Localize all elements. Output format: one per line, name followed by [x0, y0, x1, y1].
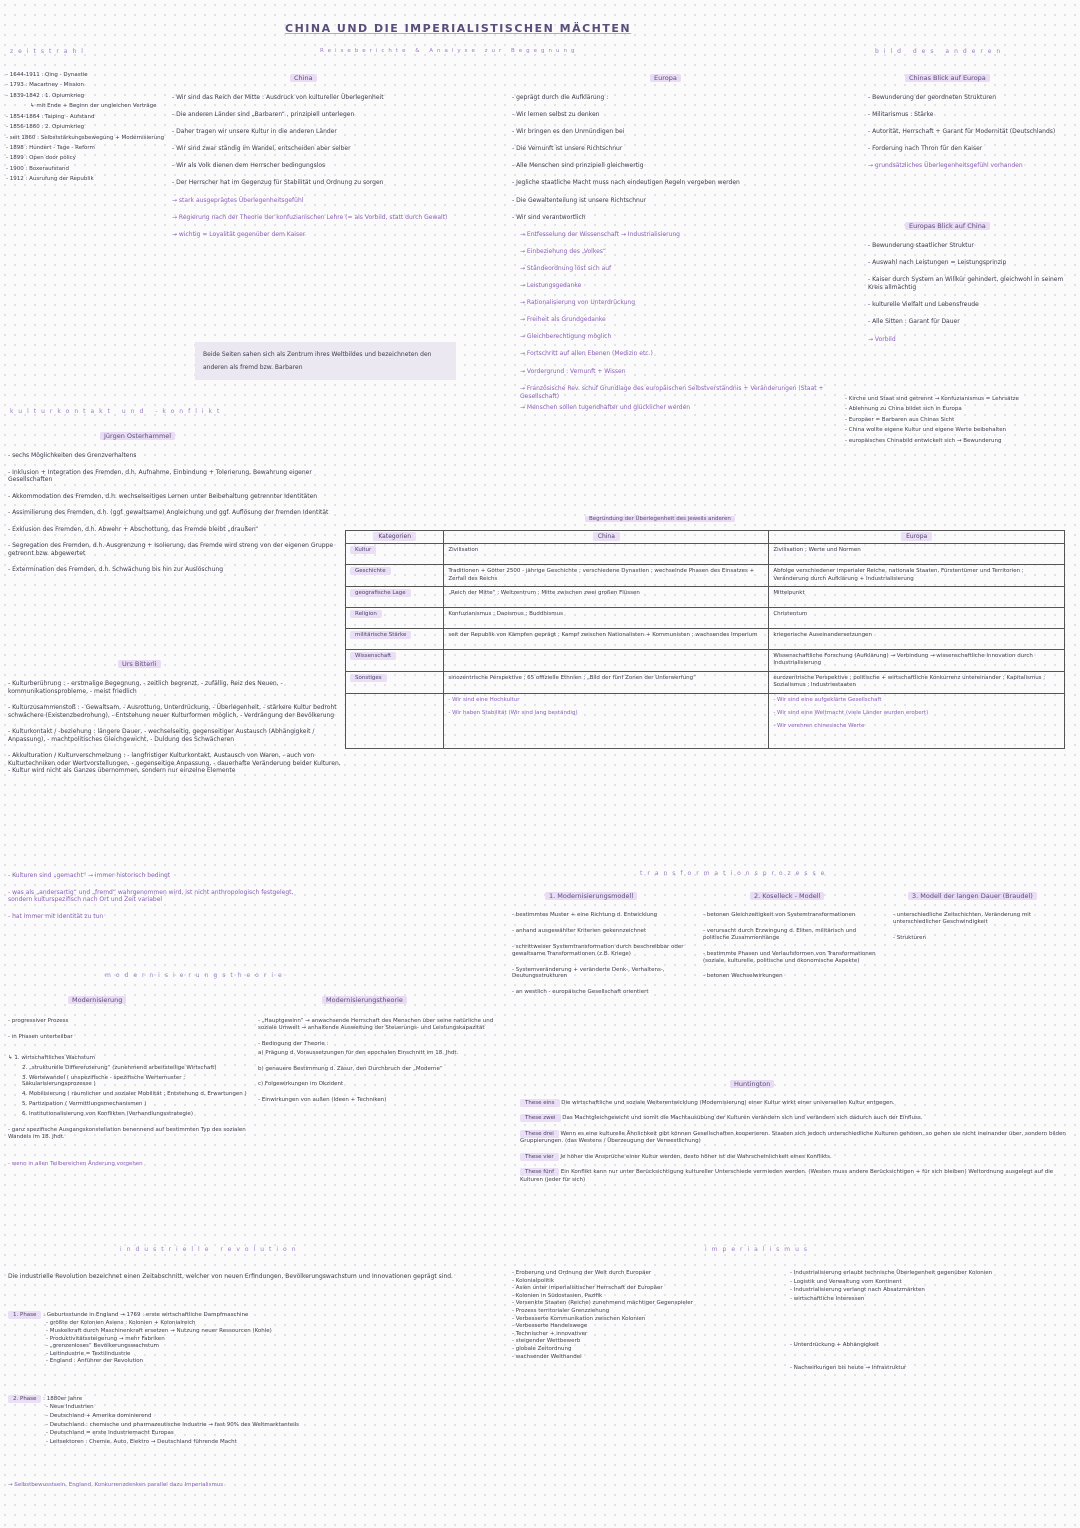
thesis: These zwei Das Machtgleichgewicht und somit die Machtausübung der Kulturen verändern sich und verändern sich dadurch auch der Einfluss.	[520, 1115, 1070, 1122]
europa-arrow: → Menschen sollen tugendhafter und glücklicher werden	[520, 403, 691, 411]
model2-item: - betonen Gleichzeitigkeit von Systemtransformationen	[703, 912, 856, 918]
imperial-item: - globale Zeitordnung	[512, 1345, 572, 1352]
table-cell	[444, 649, 769, 671]
kultur-notes	[8, 872, 318, 929]
europa-view-item: - Alle Sitten : Garant für Dauer	[868, 318, 960, 326]
europa-arrow: → Freiheit als Grundgedanke	[520, 316, 606, 324]
imperial-item: - Kolonialpolitik	[512, 1277, 555, 1284]
ind-list	[258, 1018, 498, 1113]
china-item: → Regierung nach der Theorie der konfuzianischen Lehre (= als Vorbild, statt durch Gewalt)	[172, 213, 448, 221]
timeline	[6, 72, 166, 187]
osterhammel-item: - Assimilierung des Fremden, d.h. (ggf. gewaltsame) Angleichung und ggf. Auflösung der fremden Identität	[8, 509, 329, 516]
industrial-heading: industrielle revolution	[120, 1246, 301, 1253]
europa-arrow: → Französische Rev. schuf Grundlage des europäischen Selbstverständnis + Veränderungen (Staat + Gesellschaft)	[520, 384, 824, 400]
bild-extra-item: - Ablehnung zu China bildet sich in Europa	[845, 406, 962, 413]
huntington-theses	[520, 1100, 1070, 1184]
table-header: Kategorien	[346, 531, 444, 544]
thesis: These eins Die wirtschaftliche und soziale Weiterentwicklung (Modernisierung) einer Kultur wirkt einer universellen Kultur entgegen.	[520, 1100, 1070, 1107]
china-item: - Die anderen Länder sind „Barbaren“ , prinzipiell unterlegen	[172, 111, 355, 119]
table-cell: Abfolge verschiedener imperialer Reiche, nationale Staaten, Fürstentümer und Territorien ; Veränderung durch Aufklärung + Industrialisierung	[769, 565, 1065, 587]
table-note: - Wir sind eine aufgeklärte Gesellschaft	[773, 696, 882, 703]
timeline-item: - 1899 : Open door policy	[6, 155, 76, 162]
europa-heading: Europa	[650, 74, 681, 83]
imperial-item: - Versenkte Staaten (Reiche) zunehmend mächtiger Gegenspieler	[512, 1300, 693, 1307]
thesis: These drei Wenn es eine kulturelle Ähnlichkeit gibt können Gesellschaften kooperieren. Staaten sich jedoch unterschiedliche Kulturen gehören, so gehen sie nicht ineinander über, sondern bilden Gruppierungen. (das Westens / Überzeugung der Verwestlichung)	[520, 1130, 1066, 1145]
table-cell	[444, 693, 769, 748]
table-cell: Konfuzianismus ; Daoismus ; Buddhismus	[444, 607, 769, 628]
table-cell: Mittelpunkt	[769, 586, 1065, 607]
imperial-left	[512, 1270, 777, 1361]
table-cell: seit der Republik von Kämpfen geprägt ; Kampf zwischen Nationalisten + Kommunisten ; wachsendes Imperium	[444, 628, 769, 649]
ind-item: - Bedingung der Theorie :	[258, 1040, 329, 1047]
osterhammel-item: - Akkommodation des Fremden, d.h. wechselseitiges Lernen unter Beibehaltung getrennter Identitäten	[8, 492, 318, 500]
europa-view-heading: Europas Blick auf China	[905, 222, 990, 231]
osterhammel-heading: Jürgen Osterhammel	[100, 432, 175, 441]
table-cell: Traditionen + Götter 2500 - jährige Geschichte ; verschiedene Dynastien ; wechselnde Phasen des Einsatzes + Zerfall des Reichs	[444, 565, 769, 587]
china-list	[172, 94, 507, 248]
timeline-item: - 1856-1860 : 2. Opiumkrieg	[6, 124, 85, 131]
china-item: - Wir sind zwar ständig im Wandel, entscheiden aber selber	[172, 145, 351, 153]
table-row	[346, 649, 1065, 671]
model2-heading: 2. Koselleck - Modell	[750, 892, 824, 901]
table-note: - Wir verehren chinesische Werte	[773, 723, 865, 730]
table-note: - Wir haben Stabilität (Wir sind lang beständig)	[448, 710, 578, 717]
bild-extra-item: - China wollte eigene Kultur und eigene Werte beibehalten	[845, 427, 1007, 434]
china-item: - Wir sind das Reich der Mitte : Ausdruck von kultureller Überlegenheit	[172, 94, 384, 101]
china-item: - Wir als Volk dienen dem Herrscher bedingungslos	[172, 162, 326, 170]
bild-extra-list	[845, 396, 1077, 448]
model3-item: - unterschiedliche Zeitschichten, Veränderung mit unterschiedlicher Geschwindigkeit	[893, 912, 1031, 925]
ind-item: a) Prägung d. Voraussetzungen für den epochalen Einschnitt im 18. Jhdt.	[258, 1049, 459, 1056]
imperial-item: - Prozess territorialer Grenzziehung	[512, 1307, 610, 1314]
china-item: → stark ausgeprägtes Überlegenheitsgefühl	[172, 196, 304, 204]
model1-item: - an westlich - europäische Gesellschaft orientiert	[512, 989, 649, 996]
table-cell: eurozentrische Perspektive ; politische + wirtschaftliche Konkurrenz untereinander ; Kapitalismus ; Sozialismus ; Industriestaaten	[769, 671, 1065, 693]
imperial-item: - Verbesserte Kommunikation zwischen Kolonien	[512, 1315, 646, 1322]
model3-item: - Strukturen	[893, 934, 926, 941]
model1-list	[512, 912, 697, 1005]
china-heading: China	[290, 74, 317, 83]
mod-item: 3. Wertewandel ( unspezifische - spezifische Wertemuster ; Säkularisierungsprozesse )	[22, 1074, 186, 1088]
europa-arrow: → Rationalisierung von Unterdrückung	[520, 299, 636, 307]
imperial-item: - Technischer + innovativer	[512, 1330, 588, 1337]
phase1-item: - größte der Kolonien Asiens : Kolonien + Kolonialreich	[46, 1320, 196, 1327]
table-row	[346, 586, 1065, 607]
bild-extra-item: - Europäer = Barbaren aus Chinas Sicht	[845, 416, 955, 423]
phase1-item: : Geburtsstunde in England → 1769 : erste wirtschaftliche Dampfmaschine	[43, 1312, 249, 1318]
ind-item: - „Hauptgewinn“ → anwachsende Herrschaft des Menschen über seine natürliche und soziale Umwelt → anhaltende Ausweitung der Steuerungs- und Leistungskapazität	[258, 1018, 494, 1031]
table-cell: Geschichte	[346, 565, 444, 587]
europa-arrow: → Ständeordnung löst sich auf	[520, 264, 612, 272]
phase2-item: - Neue Industrien	[46, 1404, 94, 1411]
comparison-table	[345, 530, 1065, 749]
europa-view-item: - Kaiser durch System an Willkür gehindert, gleichwohl in seinem Kreis allmächtig	[868, 276, 1064, 292]
imperial-item: - steigender Wettbewerb	[512, 1338, 581, 1345]
bild-heading: bild des anderen	[875, 48, 1006, 55]
model1-item: - schrittweiser Systemtransformation durch beschreibbar oder gewaltsame Transformationen (z.B. Kriege)	[512, 943, 684, 957]
thesis: These fünf Ein Konflikt kann nur unter Berücksichtigung kultureller Unterschiede vermieden werden. (Westen muss andere Berücksichtigen + für sich bleiben) Weltordnung ausgelegt auf die Kulturen (jeder für sich)	[520, 1169, 1054, 1183]
europa-item: - Jegliche staatliche Macht muss nach eindeutigen Regeln vergeben werden	[512, 179, 740, 187]
europa-item: - geprägt durch die Aufklärung :	[512, 94, 609, 101]
mod-subheading: Modernisierung	[68, 996, 126, 1005]
imperial-item: - Industrialisierung verlangt nach Absatzmärkten	[790, 1287, 925, 1294]
transf-heading: transformationsprozesse	[640, 870, 830, 877]
page-subtitle: Reiseberichte & Analyse zur Begegnung	[320, 48, 579, 54]
china-view-item: - Militarismus : Stärke	[868, 111, 934, 119]
phase2-item: : 1880er Jahre	[43, 1396, 83, 1402]
bild-extra-item: - europäisches Chinabild entwickelt sich → Bewunderung	[845, 437, 1002, 444]
table-cell: kriegerische Auseinandersetzungen	[769, 628, 1065, 649]
china-view-item: - Bewunderung der geordneten Strukturen	[868, 94, 997, 101]
osterhammel-item: - Extermination des Fremden, d.h. Schwächung bis hin zur Auslöschung	[8, 566, 224, 573]
model2-item: - bestimmte Phasen und Verlaufsformen von Transformationen (soziale, kulturelle, politische und ökonomische Aspekte)	[703, 950, 876, 964]
europa-item: - Die Vernunft ist unsere Richtschnur	[512, 145, 623, 153]
table-cell: Zivilisation ; Werte und Normen	[769, 544, 1065, 565]
mod-list	[8, 1018, 253, 1177]
kultur-note: - hat immer mit Identität zu tun	[8, 912, 104, 920]
table-cell: sinozentrische Perspektive ; 65 offizielle Ethnien ; „Bild der fünf Zonen der Unterwerfung“	[444, 671, 769, 693]
industrial-intro: Die industrielle Revolution bezeichnet einen Zeitabschnitt, welcher von neuen Erfindungen, Bevölkerungswachstum und Innovationen geprägt sind.	[8, 1273, 453, 1280]
phase1-item: - Muskelkraft durch Maschinenkraft ersetzen → Nutzung neuer Ressourcen (Kohle)	[46, 1328, 272, 1335]
table-row	[346, 628, 1065, 649]
imperial-item: - wachsender Welthandel	[512, 1353, 582, 1360]
phase2-item: - Leitsektoren : Chemie, Auto, Elektro → Deutschland führende Macht	[46, 1438, 237, 1445]
mod-item: - wenn in allen Teilbereichen Änderung vorgehen	[8, 1160, 143, 1167]
table-row	[346, 693, 1065, 748]
huntington-heading: Huntington	[730, 1080, 774, 1089]
timeline-item: - 1644-1911 : Qing - Dynastie	[6, 72, 88, 78]
timeline-item: ↳ mit Ende + Beginn der ungleichen Verträge	[30, 103, 157, 110]
table-cell: Kultur	[346, 544, 444, 565]
table-cell	[346, 693, 444, 748]
europa-view-item: - Bewunderung staatlicher Struktur	[868, 242, 974, 249]
mod-item: 2. „strukturelle Differenzierung“ (zunehmend arbeitsteilige Wirtschaft)	[22, 1064, 217, 1071]
china-view-heading: Chinas Blick auf Europa	[905, 74, 990, 83]
osterhammel-item: - Inklusion + Integration des Fremden, d.h. Aufnahme, Einbindung + Tolerierung, Bewahrung eigener Gesellschaften	[8, 468, 312, 483]
table-cell: militärische Stärke	[346, 628, 444, 649]
phase2-item: - Deutschland : chemische und pharmazeutische Industrie → fast 90% des Weltmarktanteils	[46, 1421, 300, 1428]
table-cell: Christentum	[769, 607, 1065, 628]
table-header-row	[346, 531, 1065, 544]
modern-heading: modernisierungstheorie	[105, 972, 287, 979]
table-row	[346, 607, 1065, 628]
timeline-item: - seit 1860 : Selbststärkungsbewegung + Modernisierung	[6, 134, 165, 141]
bitterli-item: - Kulturberührung : - erstmalige Begegnung, - zeitlich begrenzt, - zufällig, Reiz des Neuen, - kommunikationsprobleme, - meist friedlich	[8, 680, 283, 695]
europa-item: - Wir bringen es den Unmündigen bei	[512, 128, 625, 136]
phase1-label: 1. Phase	[8, 1311, 41, 1319]
imperial-item: - Nachwirkungen bis heute → Infrastruktur	[790, 1364, 907, 1371]
table-row	[346, 671, 1065, 693]
table-cell: Wissenschaft	[346, 649, 444, 671]
europa-view-list	[868, 242, 1076, 353]
kultur-heading: kulturkontakt und -konflikt	[10, 408, 225, 415]
mod-item: 4. Mobilisierung ( räumlicher und sozialer Mobilität ; Entstehung d. Erwartungen )	[22, 1091, 247, 1098]
ind-item: c) Folgewirkungen im Okzident	[258, 1081, 344, 1088]
phase1-item: - Produktivitätssteigerung → mehr Fabriken	[46, 1335, 165, 1342]
bitterli-item: - Kulturzusammenstoß : - Gewaltsam, - Ausrottung, Unterdrückung, - Überlegenheit, - stärkere Kultur bedroht schwächere (Existenzbedrohung), - Entstehung neuer Kulturformen möglich, - Verdrängung der Bevölkerung	[8, 704, 337, 719]
table-cell: geografische Lage	[346, 586, 444, 607]
timeline-item: - 1854-1864 : Taiping - Aufstand	[6, 113, 95, 120]
phase2	[8, 1396, 498, 1447]
both-sides-box: Beide Seiten sahen sich als Zentrum ihres Weltbildes und bezeichneten den anderen als fremd bzw. Barbaren	[195, 342, 456, 380]
imperial-item: - Kolonien in Südostasien, Pazifik	[512, 1292, 603, 1299]
imperial-item: - Asien unter imperialistischer Herrschaft der Europäer	[512, 1285, 663, 1292]
europa-arrow: → Fortschritt auf allen Ebenen (Medizin etc.)	[520, 350, 653, 358]
table-row	[346, 565, 1065, 587]
industrial-footer: → Selbstbewusstsein, England, Konkurrenzdenken parallel dazu Imperialismus	[8, 1482, 224, 1488]
ind-subheading: Modernisierungstheorie	[322, 996, 407, 1005]
osterhammel-item: - sechs Möglichkeiten des Grenzverhaltens	[8, 452, 137, 459]
osterhammel-item: - Segregation des Fremden, d.h. Ausgrenzung + Isolierung, das Fremde wird streng von der eigenen Gruppe getrennt bzw. abgewertet	[8, 542, 334, 557]
phase1	[8, 1312, 498, 1366]
imperial-item: - Industrialisierung erlaubt technische Überlegenheit gegenüber Kolonien	[790, 1270, 993, 1276]
phase2-label: 2. Phase	[8, 1395, 41, 1403]
mod-item: - ganz spezifische Ausgangskonstellation benennend auf bestimmten Typ des sozialen Wandels im 18. Jhdt.	[8, 1126, 246, 1140]
imperial-right	[790, 1270, 1075, 1381]
table-header: Europa	[769, 531, 1065, 544]
table-header: China	[444, 531, 769, 544]
europa-view-item: - kulturelle Vielfalt und Lebensfreude	[868, 301, 979, 309]
imperial-item: - Logistik und Verwaltung vom Kontinent	[790, 1278, 902, 1285]
model2-list	[703, 912, 883, 989]
table-caption: Begründung der Überlegenheit des jeweils anderen	[585, 516, 735, 523]
timeline-item: - 1793 : Macartney - Mission	[6, 82, 84, 89]
table-row	[346, 544, 1065, 565]
osterhammel-item: - Exklusion des Fremden, d.h. Abwehr + Abschottung, das Fremde bleibt „draußen“	[8, 525, 259, 533]
europa-item: - Alle Menschen sind prinzipiell gleichwertig	[512, 162, 644, 170]
model2-item: - verursacht durch Erzwingung d. Eliten, militärisch und politische Zusammenhänge	[703, 927, 857, 941]
model3-list	[893, 912, 1073, 951]
europa-view-item: → Vorbild	[868, 335, 896, 343]
phase1-item: - Leitindustrie = Textilindustrie	[46, 1350, 131, 1357]
bild-extra-item: - Kirche und Staat sind getrennt → Konfuzianismus = Lehrsätze	[845, 396, 1019, 402]
timeline-item: - 1912 : Ausrufung der Republik	[6, 176, 94, 183]
model3-heading: 3. Modell der langen Dauer (Braudel)	[908, 892, 1037, 901]
europa-arrow: → Einbeziehung des „Volkes“	[520, 247, 607, 255]
bitterli-item: - Kulturkontakt / -beziehung : längere Dauer, - wechselseitig, gegenseitiger Austausch (Abhängigkeit / Anpassung), - machtpolitisches Gleichgewicht, - Duldung des Schwächeren	[8, 728, 315, 743]
europa-arrow: → Gleichberechtigung möglich	[520, 333, 612, 341]
phase1-item: - England : Anführer der Revolution	[46, 1358, 144, 1365]
phase2-item: - Deutschland = erste Industriemacht Europas	[46, 1430, 174, 1437]
imperial-item: - Verbesserte Handelswege	[512, 1323, 588, 1330]
imperial-item: - wirtschaftliche Interessen	[790, 1295, 865, 1302]
ind-item: - Einwirkungen von außen (Ideen + Techniken)	[258, 1097, 387, 1104]
europa-list	[512, 94, 852, 421]
mod-item: - in Phasen unterteilbar	[8, 1033, 73, 1040]
ind-item: b) genauere Bestimmung d. Zäsur, den Durchbruch der „Moderne“	[258, 1065, 443, 1072]
mod-item: 6. Institutionalisierung von Konflikten (Verhandlungsstrategie)	[22, 1111, 193, 1117]
mod-item: ↳ 1. wirtschaftliches Wachstum	[8, 1054, 95, 1061]
timeline-item: - 1900 : Boxeraufstand	[6, 165, 69, 172]
mod-item: 5. Partizipation ( Vermittlungsmechanismen )	[22, 1101, 147, 1108]
europa-item: - Wir sind verantwortlich	[512, 213, 586, 221]
bitterli-list	[8, 680, 343, 784]
table-note: - Wir sind eine Hochkultur	[448, 696, 520, 703]
table-cell: „Reich der Mitte“ ; Weltzentrum ; Mitte zwischen zwei großen Flüssen	[444, 586, 769, 607]
timeline-item: - 1839-1842 : 1. Opiumkrieg	[6, 92, 85, 99]
model1-item: - Systemveränderung + veränderte Denk-, Verhaltens-, Deutungsstrukturen	[512, 966, 665, 980]
model2-item: - betonen Wechselwirkungen	[703, 973, 783, 980]
china-view-list	[868, 94, 1076, 179]
europa-arrow: → Vordergrund : Vernunft + Wissen	[520, 367, 626, 375]
europa-view-item: - Auswahl nach Leistungen = Leistungsprinzip	[868, 259, 1007, 267]
imperial-item: - Unterdrückung + Abhängigkeit	[790, 1342, 879, 1349]
europa-item: - Die Gewaltenteilung ist unsere Richtschnur	[512, 196, 647, 204]
model1-item: - bestimmtes Muster + eine Richtung d. Entwicklung	[512, 912, 658, 918]
china-view-item: - Autorität, Herrschaft + Garant für Modernität (Deutschlands)	[868, 128, 1056, 136]
timeline-item: - 1898 : Hundert - Tage - Reform	[6, 144, 95, 151]
bitterli-heading: Urs Bitterli	[118, 660, 161, 669]
china-item: - Daher tragen wir unsere Kultur in die anderen Länder	[172, 128, 337, 136]
phase2-item: - Deutschland + Amerika dominierend	[46, 1413, 152, 1420]
kultur-note: - was als „andersartig“ und „fremd“ wahrgenommen wird, ist nicht anthropologisch festgelegt, sondern kulturspezifisch nach Ort und Zeit variabel	[8, 888, 294, 903]
table-cell: Wissenschaftliche Forschung (Aufklärung) → Verbindung → wissenschaftliche Innovation durch Industrialisierung	[769, 649, 1065, 671]
china-view-item: - Forderung nach Thron für den Kaiser	[868, 145, 983, 153]
model1-item: - anhand ausgewählter Kriterien gekennzeichnet	[512, 927, 647, 934]
table-cell	[769, 693, 1065, 748]
imperial-item: - Eroberung und Ordnung der Welt durch Europäer	[512, 1270, 652, 1276]
table-cell: Sonstiges	[346, 671, 444, 693]
europa-item: - Wir lernen selbst zu denken	[512, 111, 600, 119]
mod-item: - progressiver Prozess	[8, 1018, 69, 1024]
page-title: CHINA UND DIE IMPERIALISTISCHEN MÄCHTEN	[285, 22, 632, 35]
table-note: - Wir sind eine Weltmacht (viele Länder wurden erobert)	[773, 710, 929, 717]
kultur-note: - Kulturen sind „gemacht“ → immer historisch bedingt	[8, 872, 171, 879]
table-cell: Religion	[346, 607, 444, 628]
imperial-heading: imperialismus	[705, 1246, 813, 1253]
europa-arrow: → Leistungsgedanke	[520, 282, 582, 290]
china-view-item: → grundsätzliches Überlegenheitsgefühl vorhanden	[868, 162, 1023, 170]
table-cell: Zivilisation	[444, 544, 769, 565]
china-item: - Der Herrscher hat im Gegenzug für Stabilität und Ordnung zu sorgen	[172, 179, 384, 187]
europa-arrow: → Entfesselung der Wissenschaft → Industrialisierung	[520, 230, 680, 238]
phase1-item: - „grenzenloses“ Bevölkerungswachstum	[46, 1343, 159, 1350]
china-item: → wichtig = Loyalität gegenüber dem Kaiser	[172, 230, 306, 238]
osterhammel-list	[8, 452, 338, 583]
bitterli-item: - Akkulturation / Kulturverschmelzung : - langfristiger Kulturkontakt, Austausch von Waren, - auch von Kulturtechniken oder Wertvorstellungen, - gegenseitige Anpassung, - dauerhafte Veränderung beider Kulturen, - Kultur wird nicht als Ganzes übernommen, sondern nur einzelne Elemente	[8, 752, 341, 774]
thesis: These vier Je höher die Ansprüche einer Kultur werden, desto höher ist die Wahrscheinlichkeit eines Konflikts.	[520, 1154, 1070, 1161]
model1-heading: 1. Modernisierungsmodell	[545, 892, 637, 901]
zeitstrahl-heading: zeitstrahl	[10, 48, 88, 55]
